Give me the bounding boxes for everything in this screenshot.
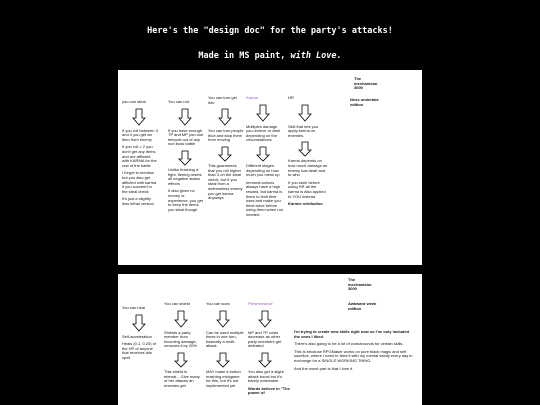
sheet-title: The mechanistor 3000: [354, 76, 378, 91]
column-steal: [122, 100, 158, 210]
column-text: Multiples damage you recieve or deal depending on the circumstances: [246, 123, 280, 143]
down-arrow-icon: [132, 108, 146, 126]
column-head: you can steal: [122, 99, 146, 104]
column-karma: [246, 96, 284, 221]
down-arrow-icon: [298, 141, 312, 157]
down-arrow-icon: [256, 104, 270, 122]
header-line-2: [0, 51, 540, 61]
column-scan: [206, 302, 244, 391]
sheet-title: The mechanistor 3000: [348, 277, 372, 292]
column-text: You can turn people blue and stop them from moving: [208, 128, 244, 143]
column-text: It's just a slightly less lethal version: [122, 196, 154, 206]
header-line-1: Here's the "design doc" for the party's attacks!: [147, 26, 393, 36]
column-text: MP and TP costs decrease as other party members get defeated: [248, 329, 282, 349]
note-text: And the worst part is that I love it.: [294, 365, 354, 371]
column-text: If you roll > 2 you don't get any items and are afflicted with KARMA for the rest of the battle: [122, 144, 157, 168]
down-arrow-icon: [218, 146, 232, 162]
column-text: If you have enough TP and MP you can teleport out of any non boss battle: [168, 127, 203, 147]
column-head: Karma: [246, 95, 258, 100]
column-head: You can shield: [164, 301, 190, 306]
note-text: I'm trying to create new skills right now so I've only included the ones I liked.: [294, 329, 410, 339]
down-arrow-icon: [298, 104, 312, 122]
column-head-text: You can turn gel into: [208, 95, 237, 105]
down-arrow-icon: [258, 352, 272, 368]
sheet-subtitle: Awkward week edition: [348, 301, 377, 311]
column-text: MAY make a button mashing minigame for this, but it's not implemented yet: [206, 368, 241, 388]
column-text: This guarantees that you roll higher than 3 on the steal check, but if you steal from a defenseless enemy you get karma anyways: [208, 162, 243, 201]
column-head: HR: [288, 95, 294, 100]
down-arrow-icon: [216, 310, 230, 328]
header-line-2-text: Made in MS paint,: [198, 51, 291, 61]
column-text: Unlike finishing a fight, fleeing resets all negative status effects: [168, 166, 202, 186]
column-shield: [164, 302, 202, 391]
column-text: Different stages depending on how much you mess up: [246, 162, 280, 178]
column-text: Karmic retribution: [288, 201, 323, 207]
notes-block: [294, 330, 416, 374]
down-arrow-icon: [178, 108, 192, 126]
design-sheet-2: [118, 274, 422, 405]
column-text: I forgot to mention but you also get afflicted with karma if you succeed in the steal check: [122, 170, 157, 194]
column-text: Words believe in "The power of: [248, 385, 290, 396]
column-text: If you roll between 3 and 4 you get an item from enemy: [122, 127, 158, 142]
column-not: [168, 100, 204, 215]
column-text: It also gives no money or experience, you get to keep the items you steal though: [168, 188, 203, 212]
column-text: Skill that lets you apply karma on enemies.: [288, 123, 319, 138]
down-arrow-icon: [178, 150, 192, 166]
column-hr: [288, 96, 328, 210]
column-head: Perseverance: [248, 301, 273, 306]
note-text: This is because RPGMaker works on pure black magic and self sacrifice, where I need to feed it with my mental sanity every day in exchange for a SINGLE WORKING THING.: [294, 348, 413, 363]
sheet-subtitle: Ness undertale edition: [350, 97, 379, 107]
down-arrow-icon: [258, 310, 272, 328]
column-text: Heals (0.1, 0.25) of the HP of anyone that receives this spell: [122, 341, 157, 360]
down-arrow-icon: [216, 352, 230, 368]
column-text: This shield is eternal... Give many of her attacks an enemies get: [164, 368, 200, 388]
down-arrow-icon: [132, 314, 146, 332]
column-gel: [208, 96, 244, 204]
note-text: There's also going to be a lot of workarounds for certain skills.: [294, 341, 404, 347]
column-text: Can be used multiple times in one turn, basically a multi-attack: [206, 329, 244, 349]
column-text: You also get a slight attack boost but it's barely noticeable.: [248, 368, 284, 384]
column-head: You can not: [168, 99, 189, 104]
down-arrow-icon: [174, 310, 188, 328]
down-arrow-icon: [218, 108, 232, 126]
column-text: Karma depends on how much damage an enemy has dealt and to who: [288, 158, 328, 178]
column-text: Self-acceleration: [122, 333, 152, 339]
column-head: You can heal: [122, 305, 145, 310]
column-head-text: You can scan: [206, 301, 230, 306]
column-text: If you stole before using HR all the karma is also applied to YOU instead.: [288, 179, 326, 199]
column-head: [208, 96, 244, 105]
down-arrow-icon: [174, 352, 188, 368]
column-text: Immoral actions always have a high reward, but karma is there to limit their uses and make you think twice before using them when not needed.: [246, 179, 283, 217]
column-text: Shields a party member from incoming damage, removes it by 20%: [164, 329, 197, 349]
column-head: [206, 302, 244, 307]
column-perseverance: [248, 302, 290, 399]
down-arrow-icon: [256, 146, 270, 162]
header-line-2-emphasis: with Love.: [290, 51, 342, 61]
design-sheet-1: [118, 70, 422, 265]
column-heal: [122, 306, 158, 364]
